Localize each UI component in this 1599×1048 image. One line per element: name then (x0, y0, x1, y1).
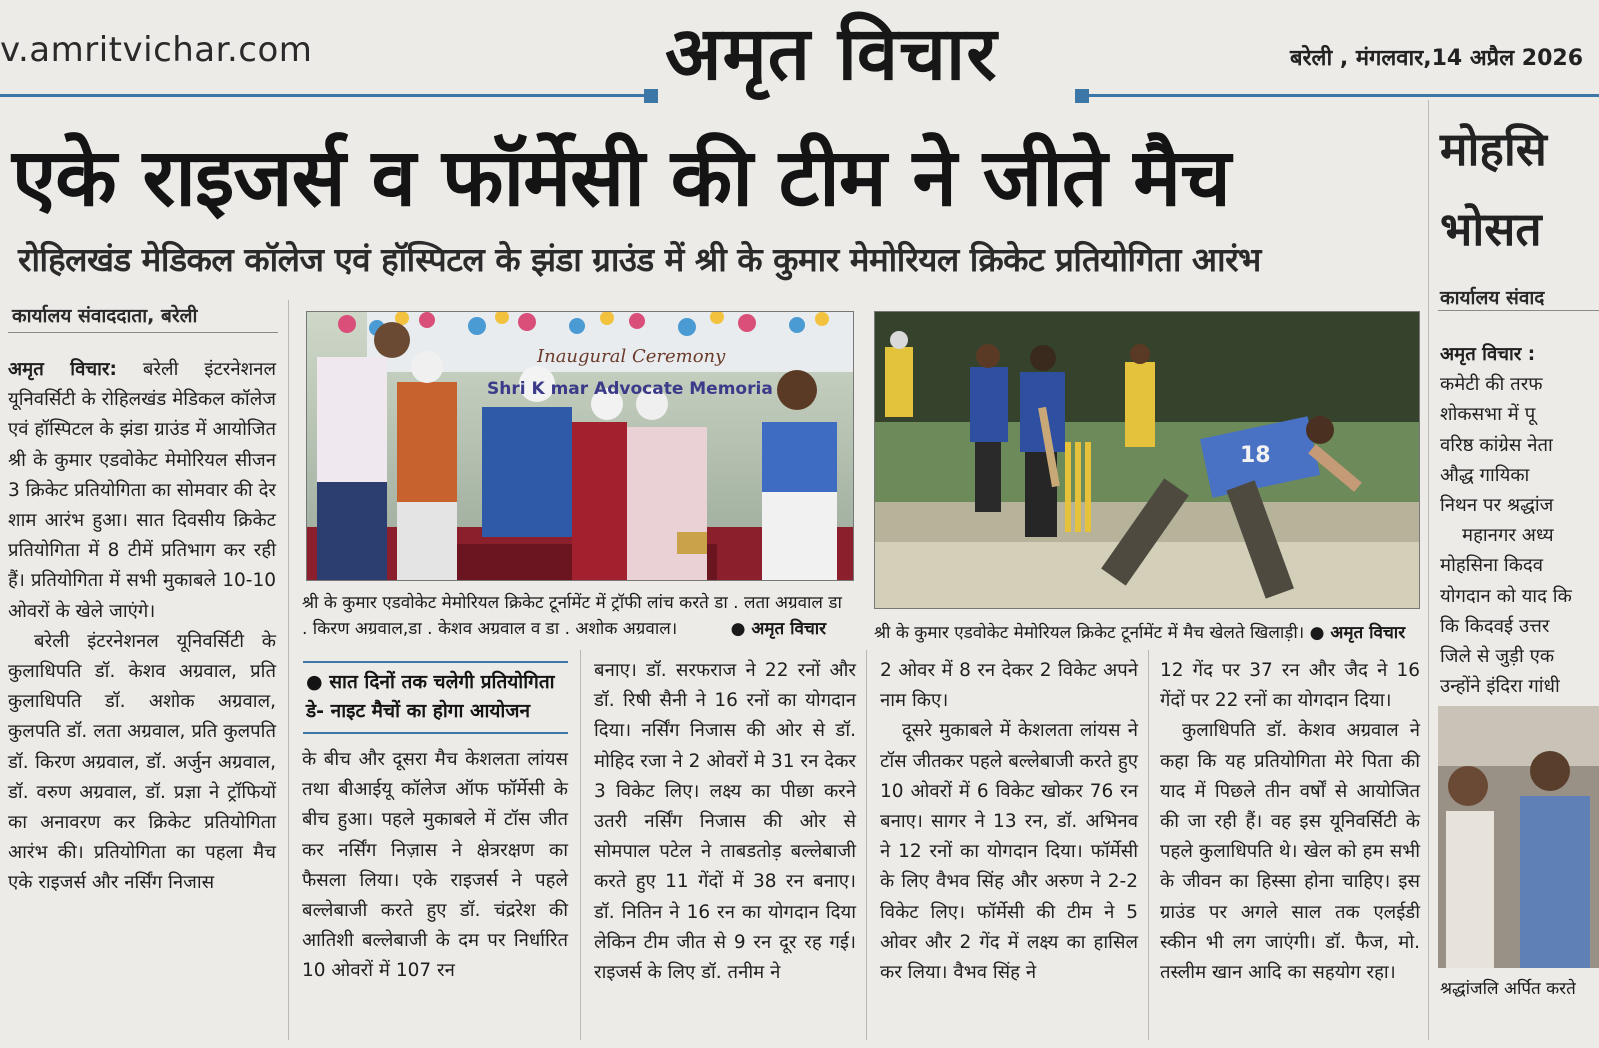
side-line: वरिष्ठ कांग्रेस नेता (1440, 434, 1553, 456)
masthead-date: बरेली , मंगलवार,14 अप्रैल 2026 (1290, 46, 1583, 71)
side-line: योगदान को याद कि (1440, 585, 1572, 607)
masthead-website: v.amritvichar.com (0, 30, 313, 70)
side-article (1438, 110, 1599, 1048)
side-line: निथन पर श्रद्धांज (1440, 495, 1554, 517)
masthead-rule-left-end (644, 89, 658, 103)
box-top-rule (303, 661, 568, 663)
side-headline-line-2: भोसत (1440, 202, 1542, 256)
side-photo-caption: श्रद्धांजलि अर्पित करते (1440, 979, 1576, 999)
col1-paragraph-2: बरेली इंटरनेशनल यूनिवर्सिटी के कुलाधिपति डॉ. केशव अग्रवाल, प्रति कुलाधिपति डॉ. अशोक अग्रवाल, कुलपति डॉ. लता अग्रवाल, प्रति कुलपति डॉ. किरण अग्रवाल, डॉ. अर्जुन अग्रवाल, डॉ. वरुण अग्रवाल, डॉ. प्रज्ञा ने ट्रॉफियों का अनावरण कर क्रिकेट प्रतियोगिता आरंभ की। प्रतियोगिता का पहला मैच एके राइजर्स और नर्सिंग निजास (8, 630, 276, 894)
col5-paragraph-1: 12 गेंद पर 37 रन और जैद ने 16 गेंदों पर 22 रनों का योगदान दिया। (1160, 660, 1420, 712)
side-line: मोहसिना किदव (1440, 555, 1544, 577)
side-photo (1438, 706, 1599, 968)
sub-heading-box (306, 668, 571, 726)
col1-paragraph-1: बरेली इंटरनेशनल यूनिवर्सिटी के रोहिलखंड मेडिकल कॉलेज एवं हॉस्पिटल के झंडा ग्राउंड में आयोजित श्री के कुमार एडवोकेट मेमोरियल सीजन 3 क्रिकेट प्रतियोगिता का सोमवार की देर शाम आरंभ हुआ। सात दिवसीय क्रिकेट प्रतियोगिता में 8 टीमें प्रतिभाग कर रही हैं। प्रतियोगिता में सभी मुकाबले 10-10 ओवरों के खेले जाएंगे। (8, 359, 277, 622)
sub-heading-line-1: ● सात दिनों तक चलेगी प्रतियोगिता (306, 671, 555, 693)
side-line: जिले से जुड़ी एक (1440, 646, 1555, 668)
trophy-launch-illustration (307, 312, 853, 580)
box-bottom-rule (303, 732, 568, 734)
side-headline-line-1: मोहसि (1440, 122, 1547, 176)
col5-paragraph-2: कुलाधिपति डॉ. केशव अग्रवाल ने कहा कि यह प्रतियोगिता मेरे पिता की याद में पिछले तीन वर्षों से आयोजित की जा रही हैं। वह इस यूनिवर्सिटी के पहले कुलाधिपति थे। खेल को हम सभी के जीवन का हिस्सा होना चाहिए। इस ग्राउंड पर अगले साल तक एलईडी स्कीन भी लग जाएंगी। डॉ. फैज, मो. तस्लीम खान आदि का सहयोग रहा। (1160, 720, 1420, 984)
photo1-caption (302, 590, 852, 642)
photo2-caption-text: श्री के कुमार एडवोकेट मेमोरियल क्रिकेट टूर्नामेंट में मैच खेलते खिलाड़ी। (874, 623, 1305, 643)
column-divider (288, 300, 289, 1040)
article-column-3 (594, 656, 856, 988)
side-line: कि किदवई उत्तर (1440, 615, 1550, 637)
photo-cricket-match (874, 311, 1420, 609)
article-subheadline: रोहिलखंड मेडिकल कॉलेज एवं हॉस्पिटल के झंडा ग्राउंड में श्री के कुमार मेमोरियल क्रिकेट प्रतियोगिता आरंभ (18, 240, 1261, 279)
side-line: शोकसभा में पू (1440, 404, 1536, 426)
masthead-rule-right (1080, 94, 1599, 97)
column-divider (1148, 650, 1149, 1040)
side-lead: अमृत विचार : (1440, 344, 1536, 365)
photo1-caption-text: श्री के कुमार एडवोकेट मेमोरियल क्रिकेट टूर्नामेंट में ट्रॉफी लांच करते डा . लता अग्रवाल डा . किरण अग्रवाल,डा . केशव अग्रवाल व डा . अशोक अग्रवाल। (302, 593, 842, 639)
side-byline: कार्यालय संवाद (1440, 287, 1545, 309)
article-column-1 (8, 355, 276, 899)
side-line: महानगर अध्य (1462, 525, 1554, 547)
photo-trophy-launch (306, 311, 854, 581)
photo2-credit: ● अमृत विचार (1309, 623, 1406, 643)
masthead-title: अमृत विचार (665, 11, 998, 97)
jersey-number: 18 (1240, 443, 1271, 468)
col4-paragraph-1: 2 ओवर में 8 रन देकर 2 विकेट अपने नाम किए। (880, 660, 1138, 712)
side-line: कमेटी की तरफ (1440, 374, 1543, 396)
column-divider (580, 650, 581, 1040)
banner-line-2: Shri K mar Advocate Memoria (487, 379, 773, 399)
article-byline: कार्यालय संवाददाता, बरेली (12, 305, 198, 327)
photo2-caption (874, 620, 1434, 646)
col2-paragraph: के बीच और दूसरा मैच केशलता लांयस तथा बीआईयू कॉलेज ऑफ फॉर्मेसी के बीच हुआ। पहले मुकाबले में टॉस जीत कर नर्सिंग निज़ास ने क्षेत्ररक्षण का फैसला लिया। एके राइजर्स ने पहले बल्लेबाजी करते हुए डॉ. चंद्ररेश की आतिशी बल्लेबाजी के दम पर निर्धारित 10 ओवरों में 107 रन (302, 749, 568, 982)
col4-paragraph-2: दूसरे मुकाबले में केशलता लांयस ने टॉस जीतकर पहले बल्लेबाजी करते हुए 10 ओवरों में 6 विकेट खोकर 76 रन बनाए। सागर ने 13 रन, डॉ. अभिनव ने 12 रनों का योगदान दिया। फॉर्मेसी के लिए वैभव सिंह और अरुण ने 2-2 विकेट लिए। फॉर्मेसी की टीम ने 5 ओवर और 2 गेंद में लक्ष्य का हासिल कर लिया। वैभव सिंह ने (880, 720, 1138, 984)
article-column-4 (880, 656, 1138, 988)
side-line: उन्होंने इंदिरा गांधी (1440, 676, 1560, 698)
photo1-credit: ● अमृत विचार (730, 619, 827, 639)
side-article-text (1440, 340, 1599, 702)
banner-line-1: Inaugural Ceremony (537, 346, 726, 367)
col3-paragraph: बनाए। डॉ. सरफराज ने 22 रनों और डॉ. रिषी सैनी ने 16 रनों का योगदान दिया। नर्सिंग निजास की ओर से डॉ. मोहिद रजा ने 2 ओवरों मे 31 रन देकर 3 विकेट लिए। लक्ष्य का पीछा करने उतरी नर्सिंग निजास की ओर से सोमपाल पटेल ने ताबडतोड़ बल्लेबाजी करते हुए 11 गेंदों में 38 रन बनाए। डॉ. नितिन ने 16 रन का योगदान दिया लेकिन टीम जीत से 9 रन दूर रह गई। राइजर्स के लिए डॉ. तनीम ने (594, 660, 856, 984)
byline-rule (8, 332, 278, 333)
article-column-2 (302, 745, 568, 987)
masthead-rule-left (0, 94, 650, 97)
side-photo-illustration (1438, 706, 1599, 968)
article-headline: एके राइजर्स व फॉर्मेसी की टीम ने जीते मैच (12, 131, 1230, 224)
article-lead: अमृत विचार: (8, 359, 117, 380)
side-byline-rule (1438, 310, 1599, 311)
column-divider (866, 650, 867, 1040)
column-divider (1428, 100, 1429, 1040)
article-column-5 (1160, 656, 1420, 988)
side-line: औद्ध गायिका (1440, 464, 1530, 486)
cricket-match-illustration (875, 312, 1419, 608)
sub-heading-line-2: डे- नाइट मैचों का होगा आयोजन (306, 700, 530, 722)
